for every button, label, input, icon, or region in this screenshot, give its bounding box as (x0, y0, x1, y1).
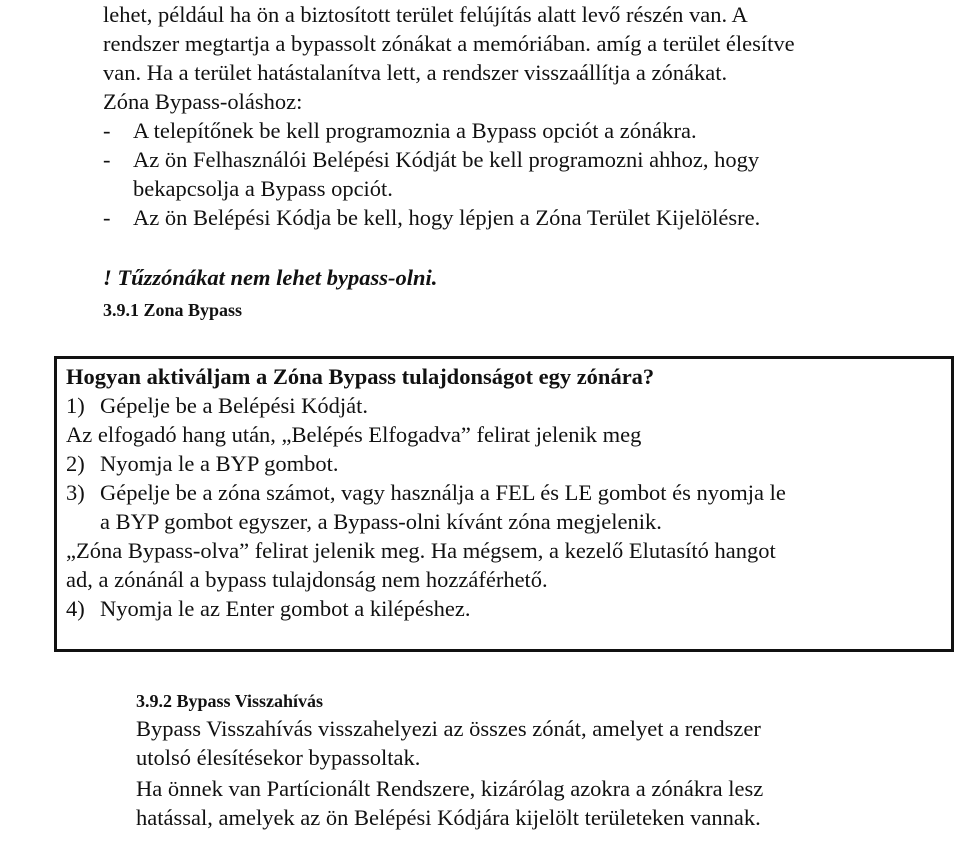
step-text: Nyomja le a BYP gombot. (100, 451, 339, 476)
step-3-continued: a BYP gombot egyszer, a Bypass-olni kívánt zóna megjelenik. (100, 509, 662, 534)
requirement-text: Az ön Belépési Kódja be kell, hogy lépjen a Zóna Terület Kijelölésre. (133, 205, 761, 230)
step-number: 1) (66, 393, 85, 418)
step-text: Gépelje be a zóna számot, vagy használja a FEL és LE gombot és nyomja le (100, 480, 786, 505)
section-title: Bypass Visszahívás (176, 691, 324, 711)
step-3 (66, 478, 786, 508)
intro-line: rendszer megtartja a bypassolt zónákat a memóriában. amíg a terület élesítve (103, 31, 795, 56)
box-question: Hogyan aktiváljam a Zóna Bypass tulajdonságot egy zónára? (66, 364, 655, 389)
step-number: 2) (66, 451, 85, 476)
bypass-instructions-heading: Zóna Bypass-oláshoz: (103, 89, 303, 114)
step-number: 3) (66, 480, 85, 505)
section-number: 3.9.2 (136, 691, 172, 711)
requirement-item (103, 203, 760, 233)
intro-line: van. Ha a terület hatástalanítva lett, a rendszer visszaállítja a zónákat. (103, 60, 728, 85)
section-392-line: Bypass Visszahívás visszahelyezi az összes zónát, amelyet a rendszer (136, 716, 761, 741)
list-dash: - (103, 205, 111, 230)
intro-line: lehet, például ha ön a biztosított terület felújítás alatt levő részén van. A (103, 2, 748, 27)
note-bypassed-continued: ad, a zónánál a bypass tulajdonság nem hozzáférhető. (66, 567, 548, 592)
requirement-text-continued: bekapcsolja a Bypass opciót. (133, 176, 393, 201)
step-1 (66, 391, 368, 421)
step-4 (66, 594, 471, 624)
requirement-item (103, 145, 759, 175)
step-number: 4) (66, 596, 85, 621)
requirement-text: A telepítőnek be kell programoznia a Bypass opciót a zónákra. (133, 118, 697, 143)
section-392-line: Ha önnek van Partícionált Rendszere, kizárólag azokra a zónákra lesz (136, 776, 764, 801)
section-heading-392 (136, 688, 323, 714)
section-number: 3.9.1 (103, 300, 139, 320)
step-2 (66, 449, 339, 479)
section-392-line: hatással, amelyek az ön Belépési Kódjára kijelölt területeken vannak. (136, 805, 761, 830)
step-text: Gépelje be a Belépési Kódját. (100, 393, 369, 418)
step-text: Nyomja le az Enter gombot a kilépéshez. (100, 596, 471, 621)
requirement-item (103, 116, 697, 146)
section-392-line: utolsó élesítésekor bypassoltak. (136, 745, 421, 770)
list-dash: - (103, 118, 111, 143)
requirement-text: Az ön Felhasználói Belépési Kódját be kell programozni ahhoz, hogy (133, 147, 760, 172)
section-title: Zona Bypass (143, 300, 243, 320)
section-heading-391 (103, 297, 242, 323)
fire-zone-warning: ! Tűzzónákat nem lehet bypass-olni. (103, 265, 438, 290)
list-dash: - (103, 147, 111, 172)
note-accepted: Az elfogadó hang után, „Belépés Elfogadva” felirat jelenik meg (66, 422, 642, 447)
note-bypassed: „Zóna Bypass-olva” felirat jelenik meg. Ha mégsem, a kezelő Elutasító hangot (66, 538, 776, 563)
